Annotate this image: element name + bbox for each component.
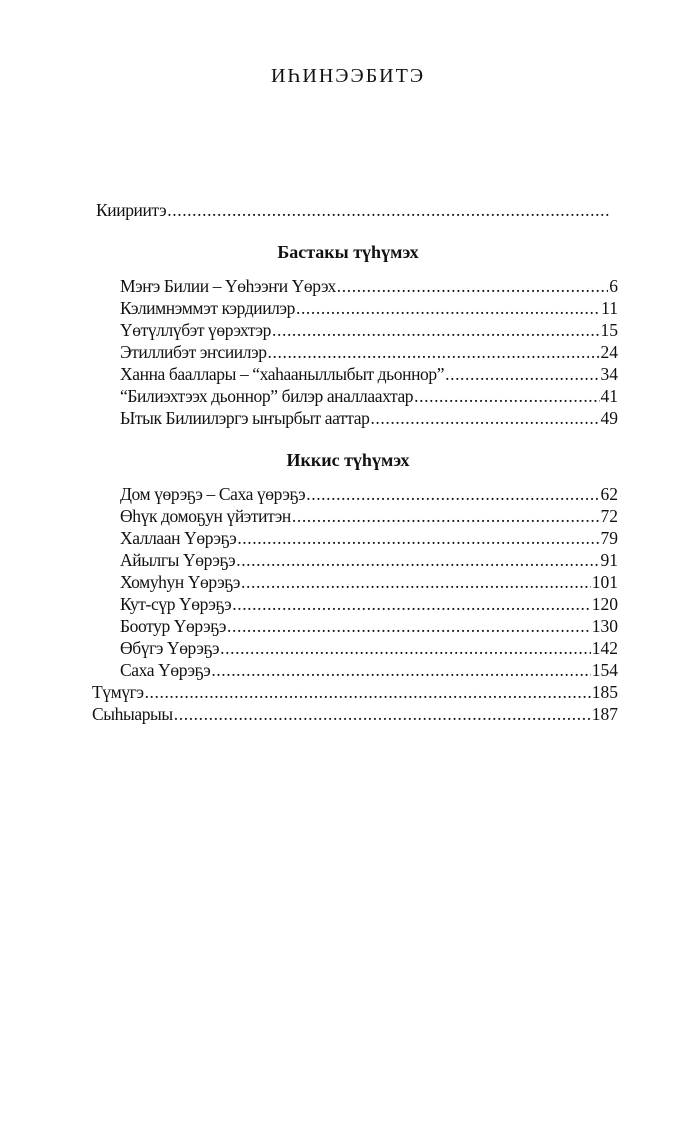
dot-leader [306,483,599,505]
toc-entry-text: Боотур Үөрэҕэ [120,616,227,636]
toc-entry-page: 49 [600,408,618,428]
dot-leader [241,571,591,593]
dot-leader [211,659,590,681]
toc-entry-page: 120 [591,594,618,614]
toc-entry-page: 79 [600,528,618,548]
toc-entry [120,593,618,615]
dot-leader [174,703,591,725]
toc-entry-text: Дом үөрэҕэ – Саха үөрэҕэ [120,484,306,504]
dot-leader [370,407,599,429]
toc-entry [120,549,618,571]
toc-entry-text: Кэлимнэммэт кэрдиилэр [120,298,295,318]
toc-entry-closing [92,681,618,703]
toc-entry-text: Ытык Билиилэргэ ыҥырбыт ааттар [120,408,370,428]
toc-entry-text: Киириитэ [96,200,167,220]
dot-leader [272,319,599,341]
toc-entry [120,483,618,505]
dot-leader [337,275,608,297]
toc-entry [120,571,618,593]
dot-leader [296,297,600,319]
toc-entry-page: 101 [591,572,618,592]
page-title: ИҺИНЭЭБИТЭ [270,65,426,87]
toc-entry-page: 185 [591,682,618,702]
dot-leader [167,199,611,221]
dot-leader [445,363,599,385]
toc-entry [120,297,618,319]
toc-entry [120,319,618,341]
toc-entry-page: 24 [600,342,618,362]
toc-entry-page: 130 [591,616,618,636]
toc-entry-text: Хомуһун Үөрэҕэ [120,572,241,592]
toc-entry [120,637,618,659]
toc-entry-page: 142 [591,638,618,658]
section-heading: Бастакы түһүмэх [277,242,419,262]
dot-leader [292,505,600,527]
toc-entry-text: Кут-сүр Үөрэҕэ [120,594,232,614]
toc-entry [120,659,618,681]
toc-entry-text: Түмүгэ [92,682,144,702]
toc-entry-page: 41 [600,386,618,406]
toc-entry [120,275,618,297]
toc-entry [120,385,618,407]
toc-entry-page: 15 [600,320,618,340]
dot-leader [414,385,599,407]
toc-entry-text: “Билиэхтээх дьоннор” билэр аналлаахтар [120,386,414,406]
toc-entry-text: Сыһыарыы [92,704,173,724]
toc-entry-text: Этиллибэт эҥсиилэр [120,342,267,362]
toc-entry-page: 11 [601,298,618,318]
toc-entry-text: Мэҥэ Билии – Үөһээҥи Үөрэх [120,276,336,296]
dot-leader [268,341,600,363]
toc-entry-page: 72 [600,506,618,526]
toc-entry [120,363,618,385]
toc-entry [120,407,618,429]
dot-leader [145,681,591,703]
toc-entry [120,527,618,549]
toc-entry-page: 91 [600,550,618,570]
toc-entry-text: Саха Үөрэҕэ [120,660,211,680]
toc-entry-page: 154 [591,660,618,680]
dot-leader [232,593,591,615]
toc-entry-closing [92,703,618,725]
section-heading: Иккис түһүмэх [286,450,410,470]
toc-entry-text: Үөтүллүбэт үөрэхтэр [120,320,272,340]
dot-leader [220,637,591,659]
toc-entry-text: Өһүк домоҕун үйэтитэн [120,506,291,526]
toc-entry [120,615,618,637]
toc-entry [120,341,618,363]
toc-entry-text: Айылгы Үөрэҕэ [120,550,236,570]
toc-entry-text: Өбүгэ Үөрэҕэ [120,638,220,658]
toc-entry-intro [96,199,612,221]
dot-leader [237,527,599,549]
toc-entry-text: Ханна бааллары – “хаһааныллыбыт дьоннор” [120,364,445,384]
toc-entry-page: 62 [600,484,618,504]
toc-entry-page: 34 [600,364,618,384]
toc-entry-page: 187 [591,704,618,724]
toc-entry-text: Халлаан Үөрэҕэ [120,528,237,548]
toc-entry [120,505,618,527]
toc-entry-page: 6 [609,276,618,296]
dot-leader [236,549,599,571]
dot-leader [227,615,591,637]
